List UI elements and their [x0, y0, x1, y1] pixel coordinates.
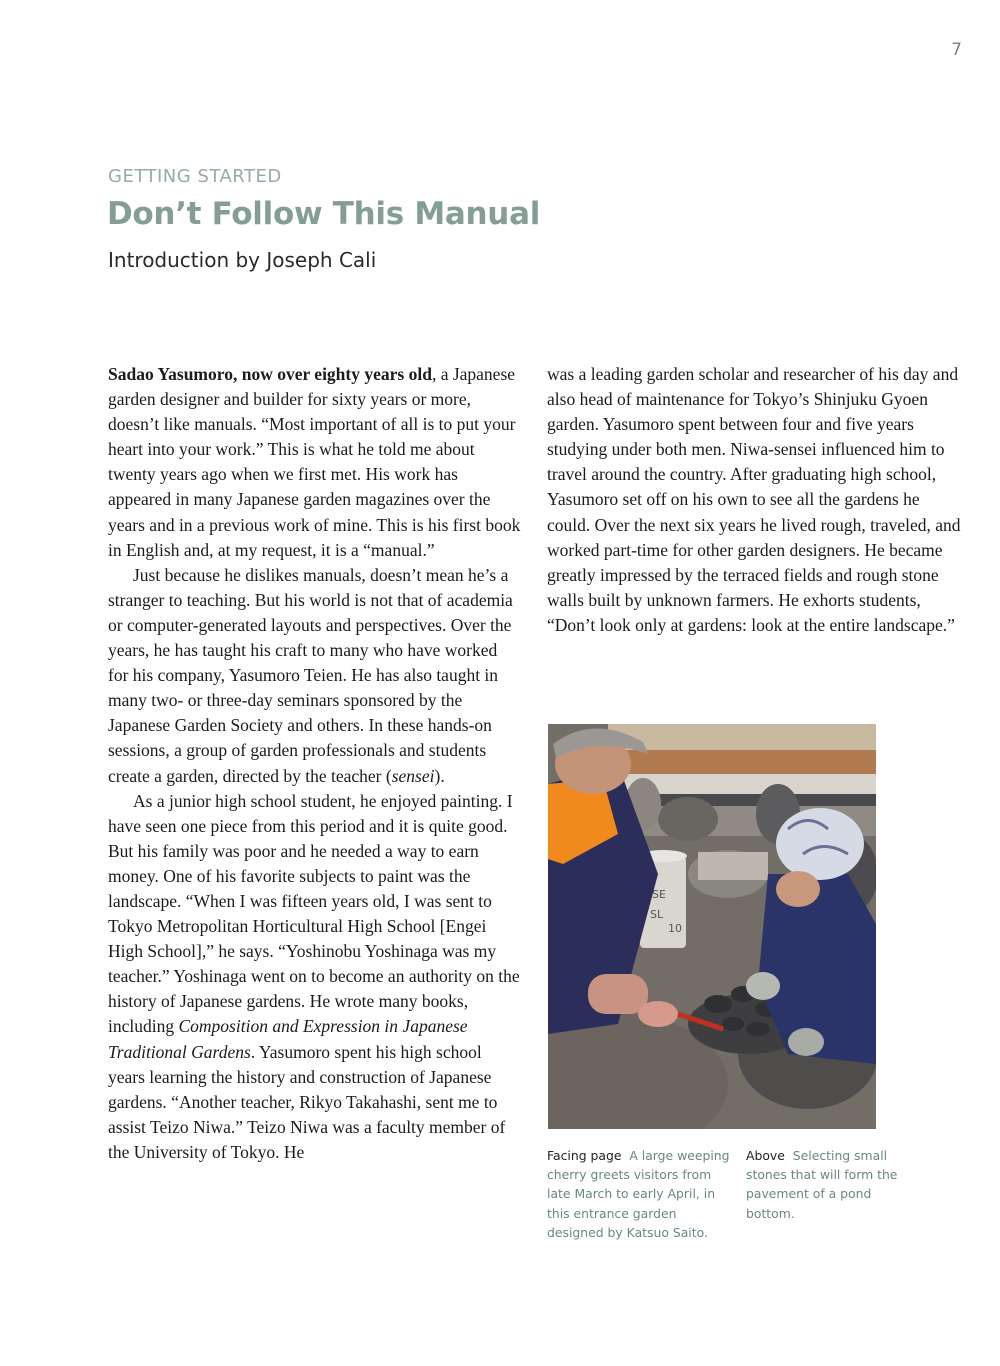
paragraph-2-text-b: ).	[434, 765, 445, 786]
section-kicker: GETTING STARTED	[108, 166, 282, 187]
bucket-label-2: SL	[650, 908, 664, 921]
paragraph-3-text-b: . Yasumoro spent his high school years learning the history and construction of Japanese gardens. “Another teacher, Rikyo Takahashi, sent me to assist Teizo Niwa.” Teizo Niwa was a faculty member of the University of Tokyo. He	[108, 1041, 506, 1162]
paragraph-4: was a leading garden scholar and researcher of his day and also head of maintenance for Tokyo’s Shinjuku Gyoen garden. Yasumoro spent between four and five years studying under both men. Niwa-sensei influenced him to travel around the country. After graduating high school, Yasumoro set off on his own to see all the gardens he could. Over the next six years he lived rough, traveled, and worked part-time for other garden designers. He became greatly impressed by the terraced fields and rough stone walls built by unknown farmers. He exhorts students, “Don’t look only at gardens: look at the entire landscape.”	[547, 364, 961, 635]
page-subtitle: Introduction by Joseph Cali	[108, 248, 377, 272]
caption-facing-lead: Facing page	[547, 1148, 622, 1163]
paragraph-2-emphasis: sensei	[391, 765, 435, 786]
caption-above-lead: Above	[746, 1148, 785, 1163]
bucket-label-3: 10	[668, 922, 682, 935]
caption-facing-text: A large weeping cherry greets visitors from late March to early April, in this entrance garden designed by Katsuo Saito.	[547, 1148, 730, 1240]
bucket-label-1: SE	[652, 888, 666, 901]
paragraph-1	[108, 362, 522, 563]
body-column-right	[547, 362, 967, 638]
page-title: Don’t Follow This Manual	[107, 196, 541, 232]
page-number: 7	[951, 40, 962, 60]
caption-above-text: Selecting small stones that will form the pavement of a pond bottom.	[746, 1148, 898, 1221]
paragraph-2	[108, 563, 522, 789]
lead-in: Sadao Yasumoro, now over eighty years old	[108, 364, 432, 384]
paragraph-1-text: , a Japanese garden designer and builder for sixty years or more, doesn’t like manuals. “Most important of all is to put your heart into your work.” This is what he told me about twenty years ago when we first met. His work has appeared in many Japanese garden magazines over the years and in a previous work of mine. This is his first book in English and, at my request, it is a “manual.”	[108, 364, 521, 560]
garden-photo	[548, 724, 876, 1129]
caption-facing-page	[547, 1146, 735, 1242]
paragraph-3	[108, 789, 522, 1165]
paragraph-2-text-a: Just because he dislikes manuals, doesn’t mean he’s a stranger to teaching. But his world is not that of academia or computer-generated layouts and perspectives. Over the years, he has taught his craft to many who have worked for his company, Yasumoro Teien. He has also taught in many two- or three-day seminars sponsored by the Japanese Garden Society and others. In these hands-on sessions, a group of garden professionals and students create a garden, directed by the teacher (	[108, 564, 513, 786]
caption-above	[746, 1146, 906, 1223]
body-column-left	[108, 362, 522, 1165]
paragraph-3-text-a: As a junior high school student, he enjoyed painting. I have seen one piece from this period and it is quite good. But his family was poor and he needed a way to earn money. One of his favorite subjects to paint was the landscape. “When I was fifteen years old, I was sent to Tokyo Metropolitan Horticultural High School [Engei High School],” he says. “Yoshinobu Yoshinaga was my teacher.” Yoshinaga went on to become an authority on the history of Japanese gardens. He wrote many books, including	[108, 790, 520, 1037]
paragraph-3-book-title: Composition and Expression in Japanese Traditional Gardens	[108, 1016, 468, 1062]
